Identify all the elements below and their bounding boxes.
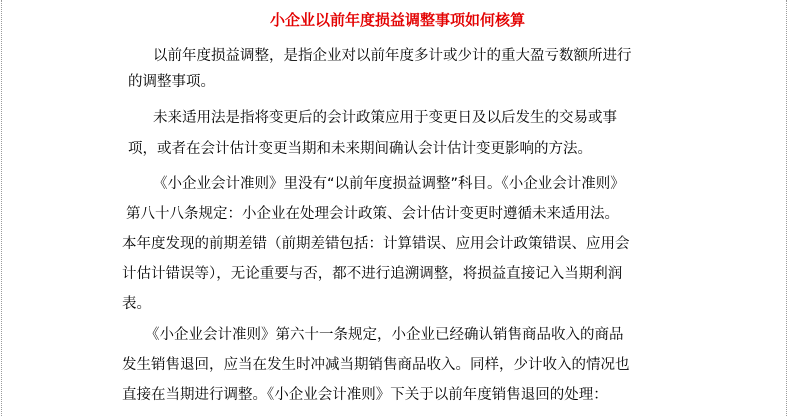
paragraph-1-line-1: 以前年度损益调整，是指企业对以前年度多计或少计的重大盈亏数额所进行 [153, 48, 632, 64]
paragraph-4-line-1: 《小企业会计准则》第六十一条规定，小企业已经确认销售商品收入的商品 [145, 327, 624, 343]
paragraph-3-line-5: 表。 [122, 296, 151, 312]
paragraph-4-line-2: 发生销售退回，应当在发生时冲减当期销售商品收入。同样，少计收入的情况也 [122, 357, 630, 373]
page-title: 小企业以前年度损益调整事项如何核算 [269, 11, 525, 29]
paragraph-3-line-3: 本年度发现的前期差错（前期差错包括：计算错误、应用会计政策错误、应用会 [122, 236, 630, 252]
paragraph-3-line-4: 计估计错误等），无论重要与否，都不进行追溯调整，将损益直接记入当期利润 [122, 266, 623, 282]
paragraph-2-line-1: 未来适用法是指将变更后的会计政策应用于变更日及以后发生的交易或事 [153, 110, 617, 126]
paragraph-1-line-2: 的调整事项。 [128, 74, 215, 90]
paragraph-3-line-2: 第八十八条规定：小企业在处理会计政策、会计估计变更时遵循未来适用法。 [126, 206, 619, 222]
paragraph-4-line-3: 直接在当期进行调整。《小企业会计准则》下关于以前年度销售退回的处理： [122, 387, 608, 403]
right-border-line [786, 0, 787, 416]
paragraph-3-line-1: 《小企业会计准则》里没有“以前年度损益调整”科目。《小企业会计准则》 [153, 176, 625, 192]
paragraph-2-line-2: 项，或者在会计估计变更当期和未来期间确认会计估计变更影响的方法。 [128, 141, 592, 157]
left-border-line [1, 0, 2, 416]
